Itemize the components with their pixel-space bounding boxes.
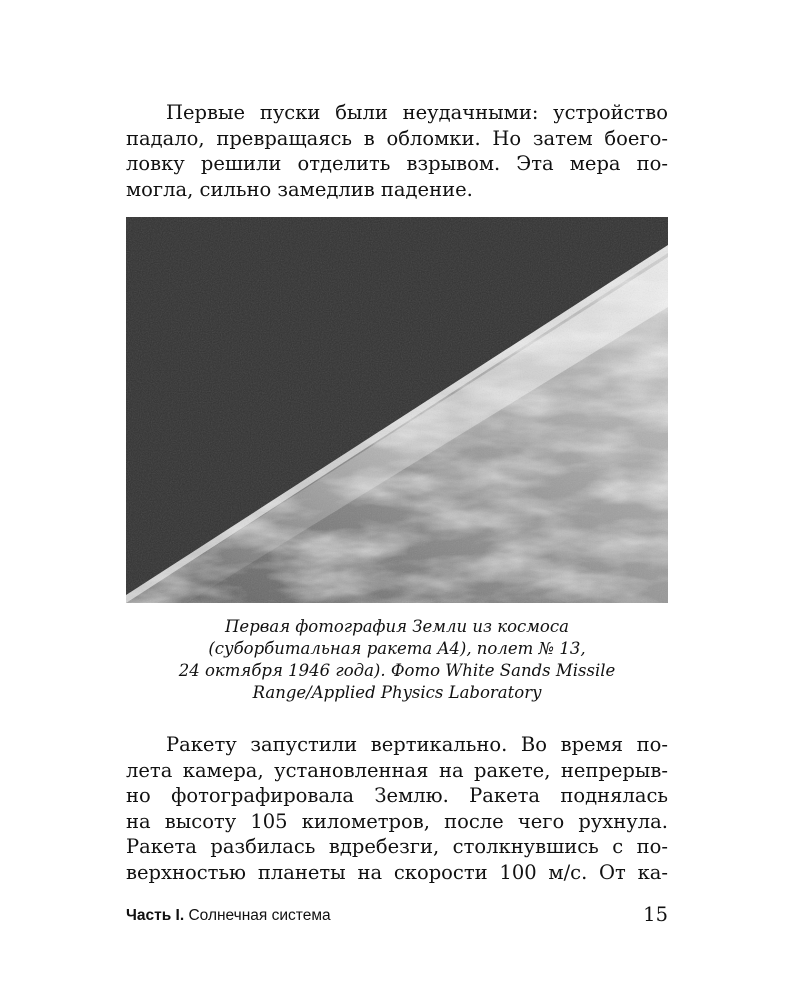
paragraph-line: но фотографировала Землю. Ракета поднялась: [126, 784, 668, 808]
caption-line: (суборбитальная ракета A4), полет № 13,: [208, 639, 586, 658]
figure-caption: [126, 616, 668, 704]
caption-line: Первая фотография Земли из космоса: [225, 617, 569, 636]
paragraph-line: ловку решили отделить взрывом. Эта мера по-: [126, 152, 668, 176]
section-title: Солнечная система: [188, 907, 331, 924]
paragraph-line: на высоту 105 километров, после чего рухнула.: [126, 809, 668, 833]
paragraph-line: Первые пуски были неудачными: устройство: [166, 101, 668, 124]
part-label: Часть I.: [126, 907, 185, 924]
earth-photo-illustration: [126, 217, 668, 603]
paragraph-line: лета камера, установленная на ракете, непрерыв-: [126, 758, 668, 782]
caption-line: 24 октября 1946 года). Фото White Sands Missile: [178, 661, 616, 680]
paragraph-line: Ракета разбилась вдребезги, столкнувшись с по-: [126, 835, 668, 859]
paragraph-intro: [126, 100, 668, 202]
running-footer: [126, 907, 331, 925]
paragraph-line: верхностью планеты на скорости 100 м/с. От ка-: [126, 860, 668, 884]
caption-line: Range/Applied Physics Laboratory: [252, 683, 542, 702]
paragraph-line: могла, сильно замедлив падение.: [126, 177, 473, 201]
page-footer: [126, 903, 668, 927]
earth-from-space-photo: [126, 217, 668, 603]
paragraph-line: Ракету запустили вертикально. Во время по-: [166, 733, 668, 756]
paragraph-launch: [126, 732, 668, 886]
paragraph-line: падало, превращаясь в обломки. Но затем боего-: [126, 126, 668, 150]
page-number: 15: [643, 903, 668, 926]
